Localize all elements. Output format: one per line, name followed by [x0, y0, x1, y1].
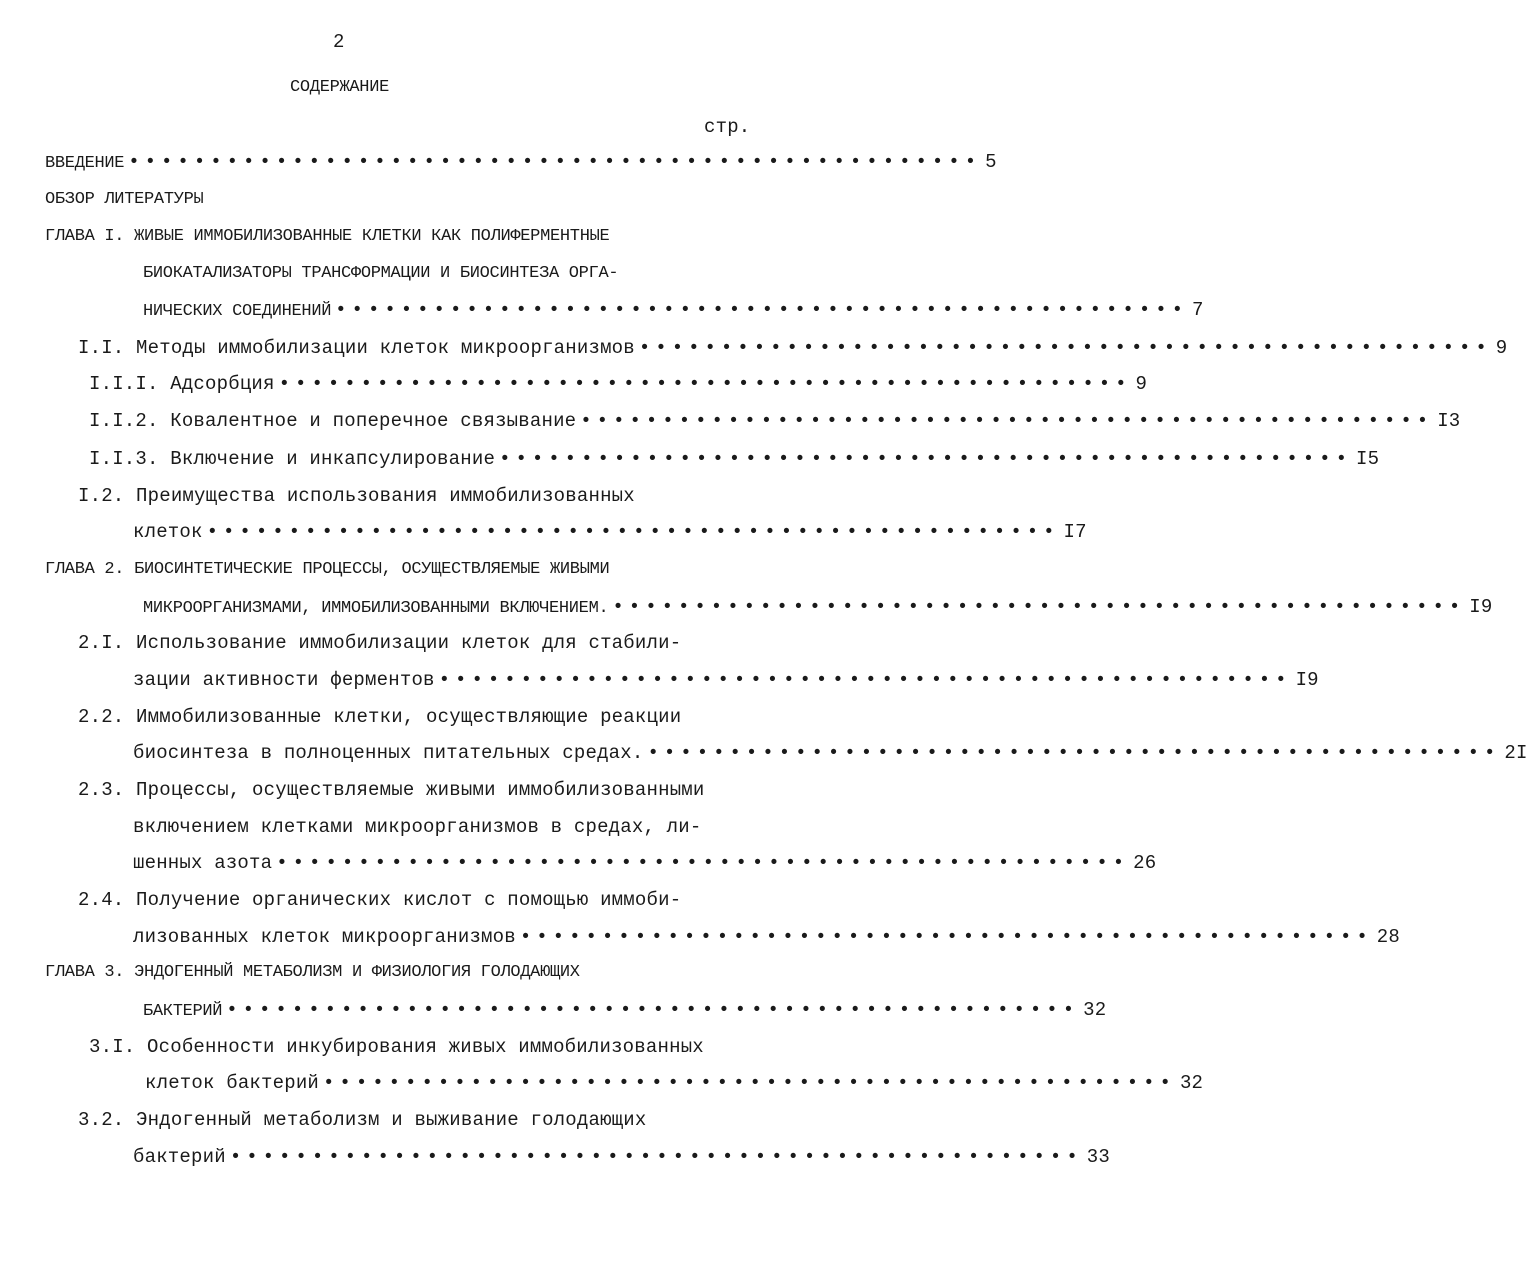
toc-entry-page: 2I	[1504, 742, 1528, 764]
toc-entry-text: БАКТЕРИЙ	[143, 1002, 223, 1021]
dot-leader: ••••••••••••••••••••••••••••••••••••••••••••••••••••	[638, 337, 1492, 359]
dot-leader: ••••••••••••••••••••••••••••••••••••••••••••••••••••	[206, 521, 1060, 543]
toc-entry-text: I.I.3. Включение и инкапсулирование	[89, 448, 496, 470]
toc-entry: 2.2. Иммобилизованные клетки, осуществляющие реакции	[78, 706, 682, 728]
toc-entry-text: I.I.I. Адсорбция	[89, 373, 275, 395]
toc-entry	[89, 372, 1148, 396]
toc-entry	[133, 668, 1319, 692]
toc-entry-page: I7	[1063, 521, 1087, 543]
dot-leader: ••••••••••••••••••••••••••••••••••••••••••••••••••••	[647, 742, 1501, 764]
toc-entry	[89, 447, 1380, 471]
dot-leader: ••••••••••••••••••••••••••••••••••••••••••••••••••••	[226, 999, 1080, 1021]
toc-entry	[89, 409, 1461, 433]
toc-entry	[133, 925, 1400, 949]
toc-entry: 2.3. Процессы, осуществляемые живыми иммобилизованными	[78, 779, 705, 801]
toc-entry	[145, 1071, 1204, 1095]
toc-entry-page: I3	[1437, 410, 1461, 432]
toc-entry: 3.2. Эндогенный метаболизм и выживание голодающих	[78, 1109, 647, 1131]
toc-entry-text: клеток	[133, 521, 203, 543]
toc-entry	[45, 150, 997, 176]
dot-leader: ••••••••••••••••••••••••••••••••••••••••••••••••••••	[519, 926, 1373, 948]
toc-entry-page: I9	[1469, 596, 1493, 618]
toc-entry-text: МИКРООРГАНИЗМАМИ, ИММОБИЛИЗОВАННЫМИ ВКЛЮЧЕНИЕМ.	[143, 599, 609, 618]
toc-entry-text: зации активности ферментов	[133, 669, 435, 691]
toc-entry-text: бактерий	[133, 1146, 226, 1168]
toc-entry: 3.I. Особенности инкубирования живых иммобилизованных	[89, 1036, 704, 1058]
dot-leader: ••••••••••••••••••••••••••••••••••••••••••••••••••••	[499, 448, 1352, 470]
toc-entry	[133, 1145, 1110, 1169]
page-title: СОДЕРЖАНИЕ	[290, 78, 390, 97]
toc-entry	[133, 741, 1528, 765]
dot-leader: ••••••••••••••••••••••••••••••••••••••••••••••••••••	[323, 1072, 1176, 1094]
toc-entry-page: 5	[985, 151, 997, 173]
toc-entry-text: ВВЕДЕНИЕ	[45, 154, 125, 173]
toc-entry	[143, 298, 1204, 324]
toc-entry	[143, 595, 1493, 621]
toc-entry-page: 26	[1133, 852, 1157, 874]
toc-entry	[78, 336, 1508, 360]
toc-entry-text: НИЧЕСКИХ СОЕДИНЕНИЙ	[143, 302, 332, 321]
toc-entry	[133, 851, 1157, 875]
toc-chapter-heading-cont: БИОКАТАЛИЗАТОРЫ ТРАНСФОРМАЦИИ И БИОСИНТЕЗА ОРГА-	[143, 264, 619, 283]
toc-entry-cont: включением клетками микроорганизмов в средах, ли-	[133, 816, 702, 838]
toc-entry-page: I5	[1355, 448, 1380, 470]
toc-entry	[143, 998, 1107, 1024]
toc-entry-page: 7	[1192, 299, 1204, 321]
toc-entry-page: 9	[1135, 373, 1148, 395]
toc-entry: 2.I. Использование иммобилизации клеток для стабили-	[78, 632, 682, 654]
toc-entry: I.2. Преимущества использования иммобилизованных	[78, 485, 635, 507]
toc-entry-text: I.I.2. Ковалентное и поперечное связывание	[89, 410, 577, 432]
toc-entry-page: 32	[1179, 1072, 1204, 1094]
toc-entry-text: лизованных клеток микроорганизмов	[133, 926, 516, 948]
toc-entry	[133, 520, 1087, 544]
dot-leader: ••••••••••••••••••••••••••••••••••••••••••••••••••••	[612, 596, 1466, 618]
dot-leader: ••••••••••••••••••••••••••••••••••••••••••••••••••••	[438, 669, 1292, 691]
toc-entry-page: 9	[1495, 337, 1508, 359]
toc-chapter-heading: ГЛАВА 3. ЭНДОГЕННЫЙ МЕТАБОЛИЗМ И ФИЗИОЛОГИЯ ГОЛОДАЮЩИХ	[45, 963, 580, 982]
toc-chapter-heading: ГЛАВА I. ЖИВЫЕ ИММОБИЛИЗОВАННЫЕ КЛЕТКИ КАК ПОЛИФЕРМЕНТНЫЕ	[45, 227, 610, 246]
toc-chapter-heading: ГЛАВА 2. БИОСИНТЕТИЧЕСКИЕ ПРОЦЕССЫ, ОСУЩЕСТВЛЯЕМЫЕ ЖИВЫМИ	[45, 560, 610, 579]
dot-leader: ••••••••••••••••••••••••••••••••••••••••••••••••••••	[276, 852, 1130, 874]
toc-entry-page: 32	[1083, 999, 1107, 1021]
toc-entry-text: I.I. Методы иммобилизации клеток микроорганизмов	[78, 337, 635, 359]
dot-leader: ••••••••••••••••••••••••••••••••••••••••••••••••••••	[335, 299, 1189, 321]
toc-entry-page: 33	[1086, 1146, 1110, 1168]
dot-leader: ••••••••••••••••••••••••••••••••••••••••••••••••••••	[580, 410, 1434, 432]
dot-leader: ••••••••••••••••••••••••••••••••••••••••••••••••••••	[229, 1146, 1083, 1168]
toc-entry: 2.4. Получение органических кислот с помощью иммоби-	[78, 889, 682, 911]
toc-entry: ОБЗОР ЛИТЕРАТУРЫ	[45, 190, 204, 209]
page-column-label: стр.	[704, 116, 751, 138]
toc-entry-text: клеток бактерий	[145, 1072, 320, 1094]
toc-entry-page: 28	[1376, 926, 1400, 948]
toc-entry-text: шенных азота	[133, 852, 273, 874]
toc-entry-page: I9	[1295, 669, 1319, 691]
toc-entry-text: биосинтеза в полноценных питательных средах.	[133, 742, 644, 764]
dot-leader: ••••••••••••••••••••••••••••••••••••••••••••••••••••	[128, 151, 982, 173]
dot-leader: ••••••••••••••••••••••••••••••••••••••••••••••••••••	[278, 373, 1132, 395]
page-number: 2	[333, 31, 345, 53]
